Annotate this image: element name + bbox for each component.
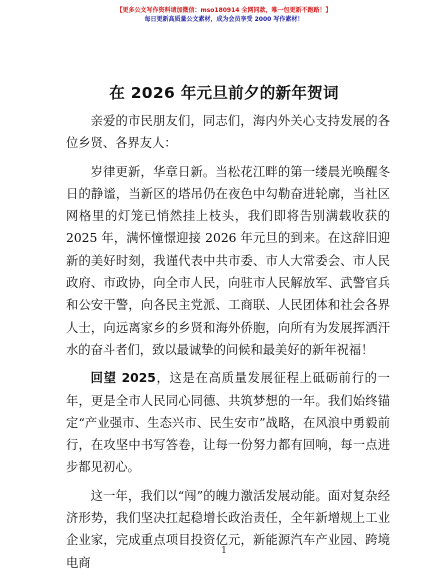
paragraph-3: 这一年，我们以“闯”的魄力激活发展动能。面对复杂经济形势，我们坚决扛起稳增长政治责任，全年新增规上工业企业家，完成重点项目投资亿元，新能源汽车产业园、跨境电商	[66, 488, 390, 570]
promo-banner	[0, 6, 448, 24]
paragraph-1: 岁律更新，华章日新。当松花江畔的第一缕晨光唤醒冬日的静谧，当新区的塔吊仍在夜色中勾勒奋进轮廓，当社区网格里的灯笼已悄然挂上枝头，我们即将告别满载收获的 2025 年，满怀憧憬迎接 2026 年元旦的到来。在这辞旧迎新的美好时刻，我谨代表中共市委、市人大常委会、市人民政府、市政协，向全市人民，向驻市人民解放军、武警官兵和公安干警，向各民主党派、工商联、人民团体和社会各界人士，向远离家乡的乡贤和海外侨胞，向所有为发展挥洒汗水的奋斗者们，致以最诚挚的问候和最美好的新年祝福！	[66, 164, 390, 357]
paragraph-2-text: ，这是在高质量发展征程上砥砺前行的一年，更是全市人民同心同德、共筑梦想的一年。我们始终锚定“产业强市、生态兴市、民生安市”战略，在风浪中勇毅前行，在攻坚中书写答卷，让每一份努力都有回响，每一点进步都见初心。	[66, 371, 390, 475]
salutation: 亲爱的市民朋友们，同志们，海内外关心支持发展的各位乡贤、各界友人：	[66, 114, 390, 151]
promo-banner-line-2: 每日更新高质量公文素材，成为会员享受 2000 写作素材！	[144, 16, 304, 23]
page-number: 1	[221, 546, 227, 556]
document-title: 在 2026 年元旦前夕的新年贺词	[109, 84, 339, 102]
promo-banner-line-1: 【更多公文写作资料请加微信：mso180914 全网同款，唯一包更新不跑路！】	[116, 7, 332, 14]
document-body	[66, 110, 390, 580]
paragraph-2	[66, 367, 390, 478]
paragraph-2-lead: 回望 2025	[90, 371, 156, 386]
